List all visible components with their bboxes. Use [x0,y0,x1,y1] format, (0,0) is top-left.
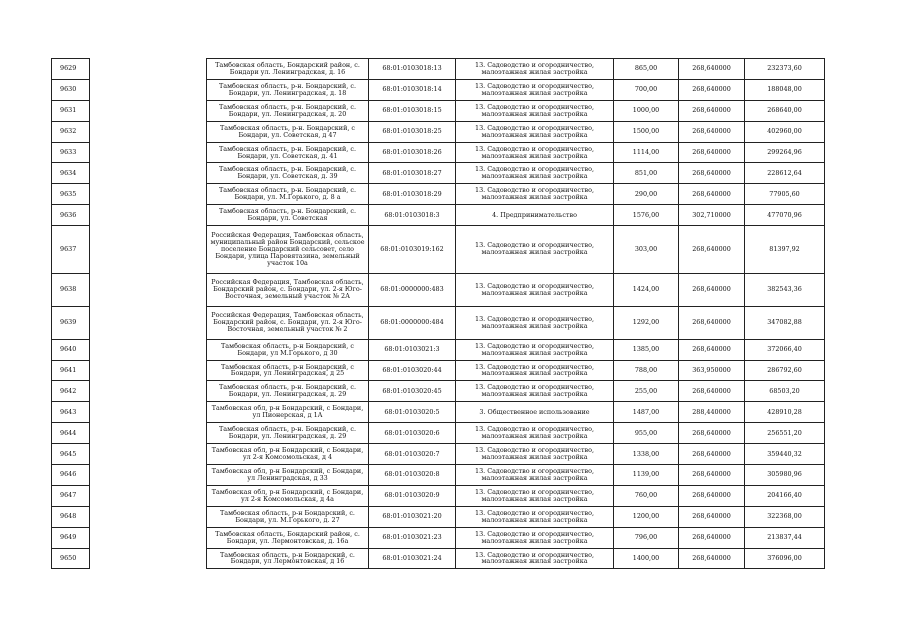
land-use-cell: 13. Садоводство и огородничество, малоэтажная жилая застройка [456,273,614,306]
table-row [52,506,825,527]
cadastral-number-cell: 68:01:0103020:8 [369,464,456,485]
rate-cell: 288,440000 [679,402,745,423]
row-number: 9639 [52,306,90,339]
cadastral-number-cell: 68:01:0103021:23 [369,527,456,548]
cadastral-number-cell: 68:01:0103018:25 [369,121,456,142]
area-cell: 760,00 [614,485,679,506]
table-row [52,100,825,121]
rate-cell: 268,640000 [679,79,745,100]
address-cell: Тамбовская область, р-н Бондарский, с. Бондари, ул. М.Горького, д. 27 [207,506,369,527]
rate-cell: 268,640000 [679,464,745,485]
spacer-cell [90,142,207,163]
row-number: 9647 [52,485,90,506]
cadastral-number-cell: 68:01:0103018:13 [369,59,456,80]
rate-cell: 302,710000 [679,205,745,226]
table-row [52,59,825,80]
cadastral-number-cell: 68:01:0103018:15 [369,100,456,121]
cadastral-value-cell: 213837,44 [745,527,825,548]
area-cell: 1114,00 [614,142,679,163]
rate-cell: 268,640000 [679,59,745,80]
row-number: 9648 [52,506,90,527]
table-row [52,548,825,569]
table-row [52,464,825,485]
spacer-cell [90,444,207,465]
row-number: 9630 [52,79,90,100]
rate-cell: 268,640000 [679,423,745,444]
address-cell: Тамбовская область, Бондарский район, с. Бондари, ул. Лермонтовская, д. 16а [207,527,369,548]
land-use-cell: 13. Садоводство и огородничество, малоэтажная жилая застройка [456,184,614,205]
area-cell: 255,00 [614,381,679,402]
rate-cell: 268,640000 [679,381,745,402]
spacer-cell [90,163,207,184]
cadastral-value-cell: 376096,00 [745,548,825,569]
address-cell: Тамбовская обл, р-н Бондарский, с Бондари, ул Ленинградская, д 33 [207,464,369,485]
area-cell: 796,00 [614,527,679,548]
land-use-cell: 13. Садоводство и огородничество, малоэтажная жилая застройка [456,548,614,569]
address-cell: Тамбовская область, Бондарский район, с. Бондари ул. Ленинградская, д. 16 [207,59,369,80]
spacer-cell [90,226,207,274]
cadastral-value-cell: 204166,40 [745,485,825,506]
address-cell: Тамбовская область, р-н Бондарский, с. Бондари, ул Лермонтовская, д 16 [207,548,369,569]
row-number: 9644 [52,423,90,444]
cadastral-number-cell: 68:01:0103018:14 [369,79,456,100]
area-cell: 1400,00 [614,548,679,569]
row-number: 9632 [52,121,90,142]
cadastral-value-cell: 268640,00 [745,100,825,121]
address-cell: Российская Федерация, Тамбовская область, Бондарский район, с. Бондари, ул. 2-я Юго-Восточная, земельный участок № 2А [207,273,369,306]
rate-cell: 268,640000 [679,527,745,548]
cadastral-value-cell: 228612,64 [745,163,825,184]
spacer-cell [90,506,207,527]
cadastral-number-cell: 68:01:0103020:7 [369,444,456,465]
land-use-cell: 13. Садоводство и огородничество, малоэтажная жилая застройка [456,423,614,444]
row-number: 9637 [52,226,90,274]
land-use-cell: 13. Садоводство и огородничество, малоэтажная жилая застройка [456,142,614,163]
spacer-cell [90,527,207,548]
land-use-cell: 13. Садоводство и огородничество, малоэтажная жилая застройка [456,121,614,142]
area-cell: 1000,00 [614,100,679,121]
area-cell: 1576,00 [614,205,679,226]
address-cell: Тамбовская область, р-н Бондарский, с Бондари, ул М.Горького, д 30 [207,339,369,360]
row-number: 9636 [52,205,90,226]
address-cell: Тамбовская область, р-н. Бондарский, с. Бондари, ул. Ленинградская, д. 20 [207,100,369,121]
spacer-cell [90,100,207,121]
land-use-cell: 13. Садоводство и огородничество, малоэтажная жилая застройка [456,527,614,548]
cadastral-number-cell: 68:01:0103021:3 [369,339,456,360]
table-row [52,121,825,142]
address-cell: Тамбовская обл, р-н Бондарский, с Бондари, ул Пионерская, д 1А [207,402,369,423]
area-cell: 700,00 [614,79,679,100]
table-row [52,423,825,444]
row-number: 9641 [52,360,90,381]
rate-cell: 268,640000 [679,100,745,121]
cadastral-number-cell: 68:01:0103020:6 [369,423,456,444]
land-use-cell: 13. Садоводство и огородничество, малоэтажная жилая застройка [456,163,614,184]
spacer-cell [90,205,207,226]
cadastral-value-cell: 256551,20 [745,423,825,444]
row-number: 9629 [52,59,90,80]
cadastral-value-cell: 188048,00 [745,79,825,100]
table-row [52,273,825,306]
cadastral-value-cell: 402960,00 [745,121,825,142]
rate-cell: 268,640000 [679,548,745,569]
spacer-cell [90,423,207,444]
cadastral-value-cell: 305980,96 [745,464,825,485]
table-row [52,226,825,274]
cadastral-number-cell: 68:01:0103020:44 [369,360,456,381]
table-row [52,306,825,339]
address-cell: Российская Федерация, Тамбовская область, муниципальный район Бондарский, сельское поселение Бондарский сельсовет, село Бондари, улица Паровятазина, земельный участок 10а [207,226,369,274]
spacer-cell [90,381,207,402]
address-cell: Тамбовская область, р-н Бондарский, с Бондари, ул Ленинградская, д 25 [207,360,369,381]
rate-cell: 268,640000 [679,121,745,142]
cadastral-number-cell: 68:01:0103020:5 [369,402,456,423]
row-number: 9633 [52,142,90,163]
spacer-cell [90,485,207,506]
land-use-cell: 3. Общественное использование [456,402,614,423]
area-cell: 303,00 [614,226,679,274]
table-row [52,402,825,423]
row-number: 9640 [52,339,90,360]
area-cell: 290,00 [614,184,679,205]
spacer-cell [90,402,207,423]
address-cell: Тамбовская область, р-н. Бондарский, с. Бондари, ул. Ленинградская, д. 29 [207,381,369,402]
address-cell: Тамбовская обл, р-н Бондарский, с Бондари, ул 2-я Комсомольская, д 4а [207,485,369,506]
rate-cell: 268,640000 [679,163,745,184]
row-number: 9650 [52,548,90,569]
area-cell: 1500,00 [614,121,679,142]
rate-cell: 268,640000 [679,306,745,339]
table-row [52,444,825,465]
cadastral-value-cell: 359440,32 [745,444,825,465]
cadastral-value-cell: 428910,28 [745,402,825,423]
row-number: 9649 [52,527,90,548]
land-use-cell: 13. Садоводство и огородничество, малоэтажная жилая застройка [456,226,614,274]
address-cell: Тамбовская область, р-н. Бондарский, с. Бондари, ул. Советская, д. 39 [207,163,369,184]
spacer-cell [90,184,207,205]
cadastral-number-cell: 68:01:0103021:24 [369,548,456,569]
land-use-cell: 13. Садоводство и огородничество, малоэтажная жилая застройка [456,464,614,485]
land-use-cell: 13. Садоводство и огородничество, малоэтажная жилая застройка [456,506,614,527]
cadastral-number-cell: 68:01:0000000:483 [369,273,456,306]
row-number: 9645 [52,444,90,465]
rate-cell: 363,950000 [679,360,745,381]
spacer-cell [90,360,207,381]
rate-cell: 268,640000 [679,485,745,506]
address-cell: Тамбовская область, р-н. Бондарский, с. Бондари, ул. Советская, д. 41 [207,142,369,163]
rate-cell: 268,640000 [679,506,745,527]
land-use-cell: 13. Садоводство и огородничество, малоэтажная жилая застройка [456,485,614,506]
address-cell: Российская Федерация, Тамбовская область, Бондарский район, с. Бондари, ул. 2-я Юго-Восточная, земельный участок № 2 [207,306,369,339]
row-number: 9646 [52,464,90,485]
row-number: 9643 [52,402,90,423]
area-cell: 1487,00 [614,402,679,423]
cadastral-number-cell: 68:01:0000000:484 [369,306,456,339]
spacer-cell [90,548,207,569]
land-parcels-table [51,58,825,569]
table-row [52,205,825,226]
cadastral-number-cell: 68:01:0103021:20 [369,506,456,527]
address-cell: Тамбовская область, р-н. Бондарский, с. Бондари, ул. М.Горького, д. 8 а [207,184,369,205]
cadastral-value-cell: 81397,92 [745,226,825,274]
cadastral-value-cell: 68503,20 [745,381,825,402]
land-use-cell: 13. Садоводство и огородничество, малоэтажная жилая застройка [456,381,614,402]
table-row [52,142,825,163]
rate-cell: 268,640000 [679,184,745,205]
row-number: 9642 [52,381,90,402]
area-cell: 955,00 [614,423,679,444]
land-use-cell: 13. Садоводство и огородничество, малоэтажная жилая застройка [456,306,614,339]
cadastral-value-cell: 286792,60 [745,360,825,381]
cadastral-value-cell: 232373,60 [745,59,825,80]
cadastral-value-cell: 77905,60 [745,184,825,205]
cadastral-value-cell: 372066,40 [745,339,825,360]
land-use-cell: 4. Предпринимательство [456,205,614,226]
table-row [52,527,825,548]
address-cell: Тамбовская обл, р-н Бондарский, с Бондари, ул 2-я Комсомольская, д 4 [207,444,369,465]
rate-cell: 268,640000 [679,142,745,163]
cadastral-number-cell: 68:01:0103019:162 [369,226,456,274]
row-number: 9638 [52,273,90,306]
area-cell: 851,00 [614,163,679,184]
table-row [52,339,825,360]
cadastral-number-cell: 68:01:0103018:26 [369,142,456,163]
area-cell: 1139,00 [614,464,679,485]
cadastral-value-cell: 322368,00 [745,506,825,527]
table-row [52,79,825,100]
spacer-cell [90,339,207,360]
table-row [52,163,825,184]
land-use-cell: 13. Садоводство и огородничество, малоэтажная жилая застройка [456,79,614,100]
rate-cell: 268,640000 [679,273,745,306]
area-cell: 1338,00 [614,444,679,465]
spacer-cell [90,464,207,485]
table-row [52,381,825,402]
address-cell: Тамбовская область, р-н. Бондарский, с. Бондари, ул. Ленинградская, д. 29 [207,423,369,444]
cadastral-number-cell: 68:01:0103020:9 [369,485,456,506]
area-cell: 1200,00 [614,506,679,527]
rate-cell: 268,640000 [679,339,745,360]
cadastral-value-cell: 477070,96 [745,205,825,226]
area-cell: 788,00 [614,360,679,381]
cadastral-number-cell: 68:01:0103018:3 [369,205,456,226]
address-cell: Тамбовская область, р-н. Бондарский, с. Бондари, ул. Советская [207,205,369,226]
spacer-cell [90,79,207,100]
address-cell: Тамбовская область, р-н. Бондарский, с Бондари, ул. Советская, д 47 [207,121,369,142]
cadastral-number-cell: 68:01:0103018:27 [369,163,456,184]
cadastral-value-cell: 299264,96 [745,142,825,163]
cadastral-number-cell: 68:01:0103020:45 [369,381,456,402]
rate-cell: 268,640000 [679,444,745,465]
spacer-cell [90,121,207,142]
cadastral-value-cell: 347082,88 [745,306,825,339]
land-use-cell: 13. Садоводство и огородничество, малоэтажная жилая застройка [456,444,614,465]
spacer-cell [90,306,207,339]
spacer-cell [90,59,207,80]
area-cell: 1292,00 [614,306,679,339]
area-cell: 1385,00 [614,339,679,360]
land-use-cell: 13. Садоводство и огородничество, малоэтажная жилая застройка [456,360,614,381]
table-row [52,360,825,381]
row-number: 9635 [52,184,90,205]
row-number: 9634 [52,163,90,184]
area-cell: 865,00 [614,59,679,80]
land-use-cell: 13. Садоводство и огородничество, малоэтажная жилая застройка [456,100,614,121]
cadastral-number-cell: 68:01:0103018:29 [369,184,456,205]
land-use-cell: 13. Садоводство и огородничество, малоэтажная жилая застройка [456,339,614,360]
area-cell: 1424,00 [614,273,679,306]
table-row [52,184,825,205]
spacer-cell [90,273,207,306]
cadastral-value-cell: 382543,36 [745,273,825,306]
rate-cell: 268,640000 [679,226,745,274]
table-row [52,485,825,506]
address-cell: Тамбовская область, р-н. Бондарский, с. Бондари, ул. Ленинградская, д. 18 [207,79,369,100]
row-number: 9631 [52,100,90,121]
land-use-cell: 13. Садоводство и огородничество, малоэтажная жилая застройка [456,59,614,80]
